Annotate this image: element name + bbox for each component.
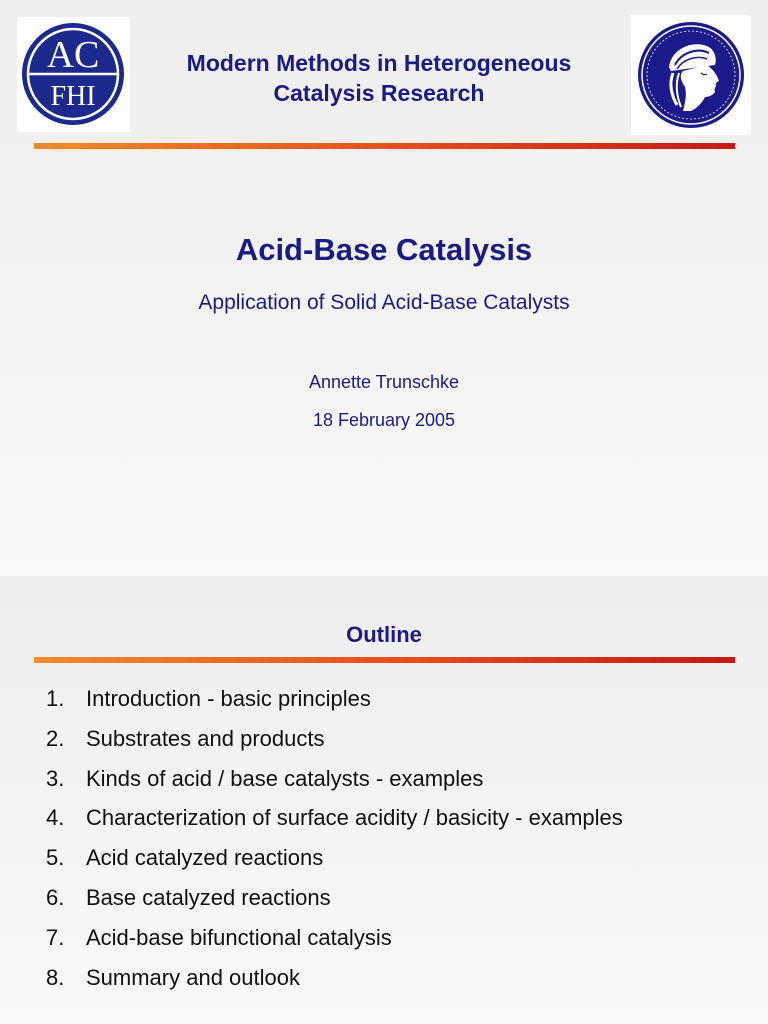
outline-item-number: 1.: [46, 686, 65, 711]
outline-title: Outline: [346, 622, 422, 647]
outline-item-text: Acid catalyzed reactions: [86, 845, 324, 871]
outline-item-text: Acid-base bifunctional catalysis: [86, 924, 392, 950]
outline-slide: [0, 576, 768, 1024]
outline-item-number: 2.: [46, 725, 65, 751]
acfhi-logo-text-bottom: FHI: [50, 81, 96, 112]
max-planck-logo: [631, 15, 751, 135]
outline-item: [46, 798, 746, 838]
outline-item: [46, 679, 746, 719]
header-title-line2: Catalysis Research: [273, 80, 485, 106]
acfhi-logo-icon: [17, 17, 130, 132]
outline-item: [46, 878, 746, 918]
slide-title: Acid-Base Catalysis: [235, 232, 533, 267]
outline-item-number: 6.: [46, 884, 65, 910]
outline-item-number: 4.: [46, 805, 65, 831]
outline-item-text: Characterization of surface acidity / basicity - examples: [86, 805, 623, 831]
outline-item-text: Summary and outlook: [86, 964, 300, 990]
acfhi-logo-text-top: AC: [46, 34, 100, 76]
outline-item-number: 7.: [46, 924, 65, 950]
outline-item-text: Kinds of acid / base catalysts - examples: [86, 765, 484, 791]
outline-list: [46, 679, 746, 997]
outline-divider: [34, 657, 735, 663]
outline-item: [46, 918, 746, 958]
outline-item-text: Substrates and products: [86, 725, 325, 751]
outline-item: [46, 958, 746, 998]
author-name: Annette Trunschke: [308, 372, 460, 392]
outline-item-text: Base catalyzed reactions: [86, 884, 331, 910]
outline-item: [46, 759, 746, 799]
outline-item-number: 5.: [46, 845, 65, 871]
outline-item-number: 3.: [46, 765, 65, 791]
acfhi-logo: [17, 17, 130, 132]
header-title: [140, 48, 618, 108]
outline-item: [46, 719, 746, 759]
header-divider: [34, 143, 735, 149]
outline-item-text: Introduction - basic principles: [86, 686, 371, 711]
presentation-date: 18 February 2005: [312, 410, 456, 430]
outline-item: [46, 838, 746, 878]
minerva-head-seal-icon: [631, 15, 751, 135]
slide-subtitle: Application of Solid Acid-Base Catalysts: [198, 291, 570, 314]
outline-item-number: 8.: [46, 964, 65, 990]
header-title-line1: Modern Methods in Heterogeneous: [186, 50, 572, 76]
